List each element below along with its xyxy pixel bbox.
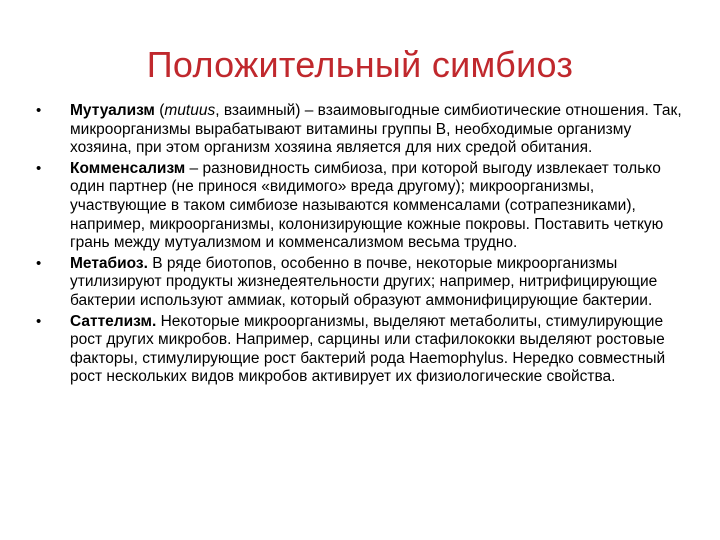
list-item-metabiosis [36,255,686,311]
list-item-satellitism [36,313,686,387]
bullet-icon: • [36,312,42,330]
definition-satellitism: Некоторые микроорганизмы, выделяют метаболиты, стимулирующие рост других микробов. Например, сарцины или стафилококки выделяют ростовые факторы, стимулирующие рост бактерий рода Haemophylus. Нередко совместный рост нескольких видов микробов активирует их физиологические свойства. [70,312,666,386]
definition-metabiosis: В ряде биотопов, особенно в почве, некоторые микроорганизмы утилизируют продукты жизнедеятельности других; например, нитрифицирующие бактерии используют аммиак, который образуют аммонифицирующие бактерии. [70,254,658,309]
definition-mutualism: , взаимный) – взаимовыгодные симбиотические отношения. Так, микроорганизмы вырабатывают витамины группы В, необходимые организму хозяина, при этом организм хозяина является для них средой обитания. [70,102,682,157]
list-item-commensalism [36,160,686,253]
term-metabiosis: Метабиоз. [70,254,148,272]
slide-title: Положительный симбиоз [146,44,574,85]
definition-commensalism: – разновидность симбиоза, при которой выгоду извлекает только один партнер (не принося «видимого» вреда другому); микроорганизмы, участвующие в таком симбиозе называются комменсалами (сотрапезниками), например, микроорганизмы, колонизирующие кожные покровы. Поставить четкую грань между мутуализмом и комменсализмом весьма трудно. [70,159,664,252]
bullet-icon: • [36,254,42,272]
bullet-icon: • [36,102,42,119]
term-commensalism: Комменсализм [70,159,186,177]
list-item-mutualism [36,102,686,158]
paren-open: ( [154,102,165,119]
latin-word: mutuus [164,102,216,119]
term-satellitism: Саттелизм. [70,312,157,330]
term-mutualism: Мутуализм [70,102,155,119]
bullet-list [36,102,686,389]
bullet-icon: • [36,159,42,177]
